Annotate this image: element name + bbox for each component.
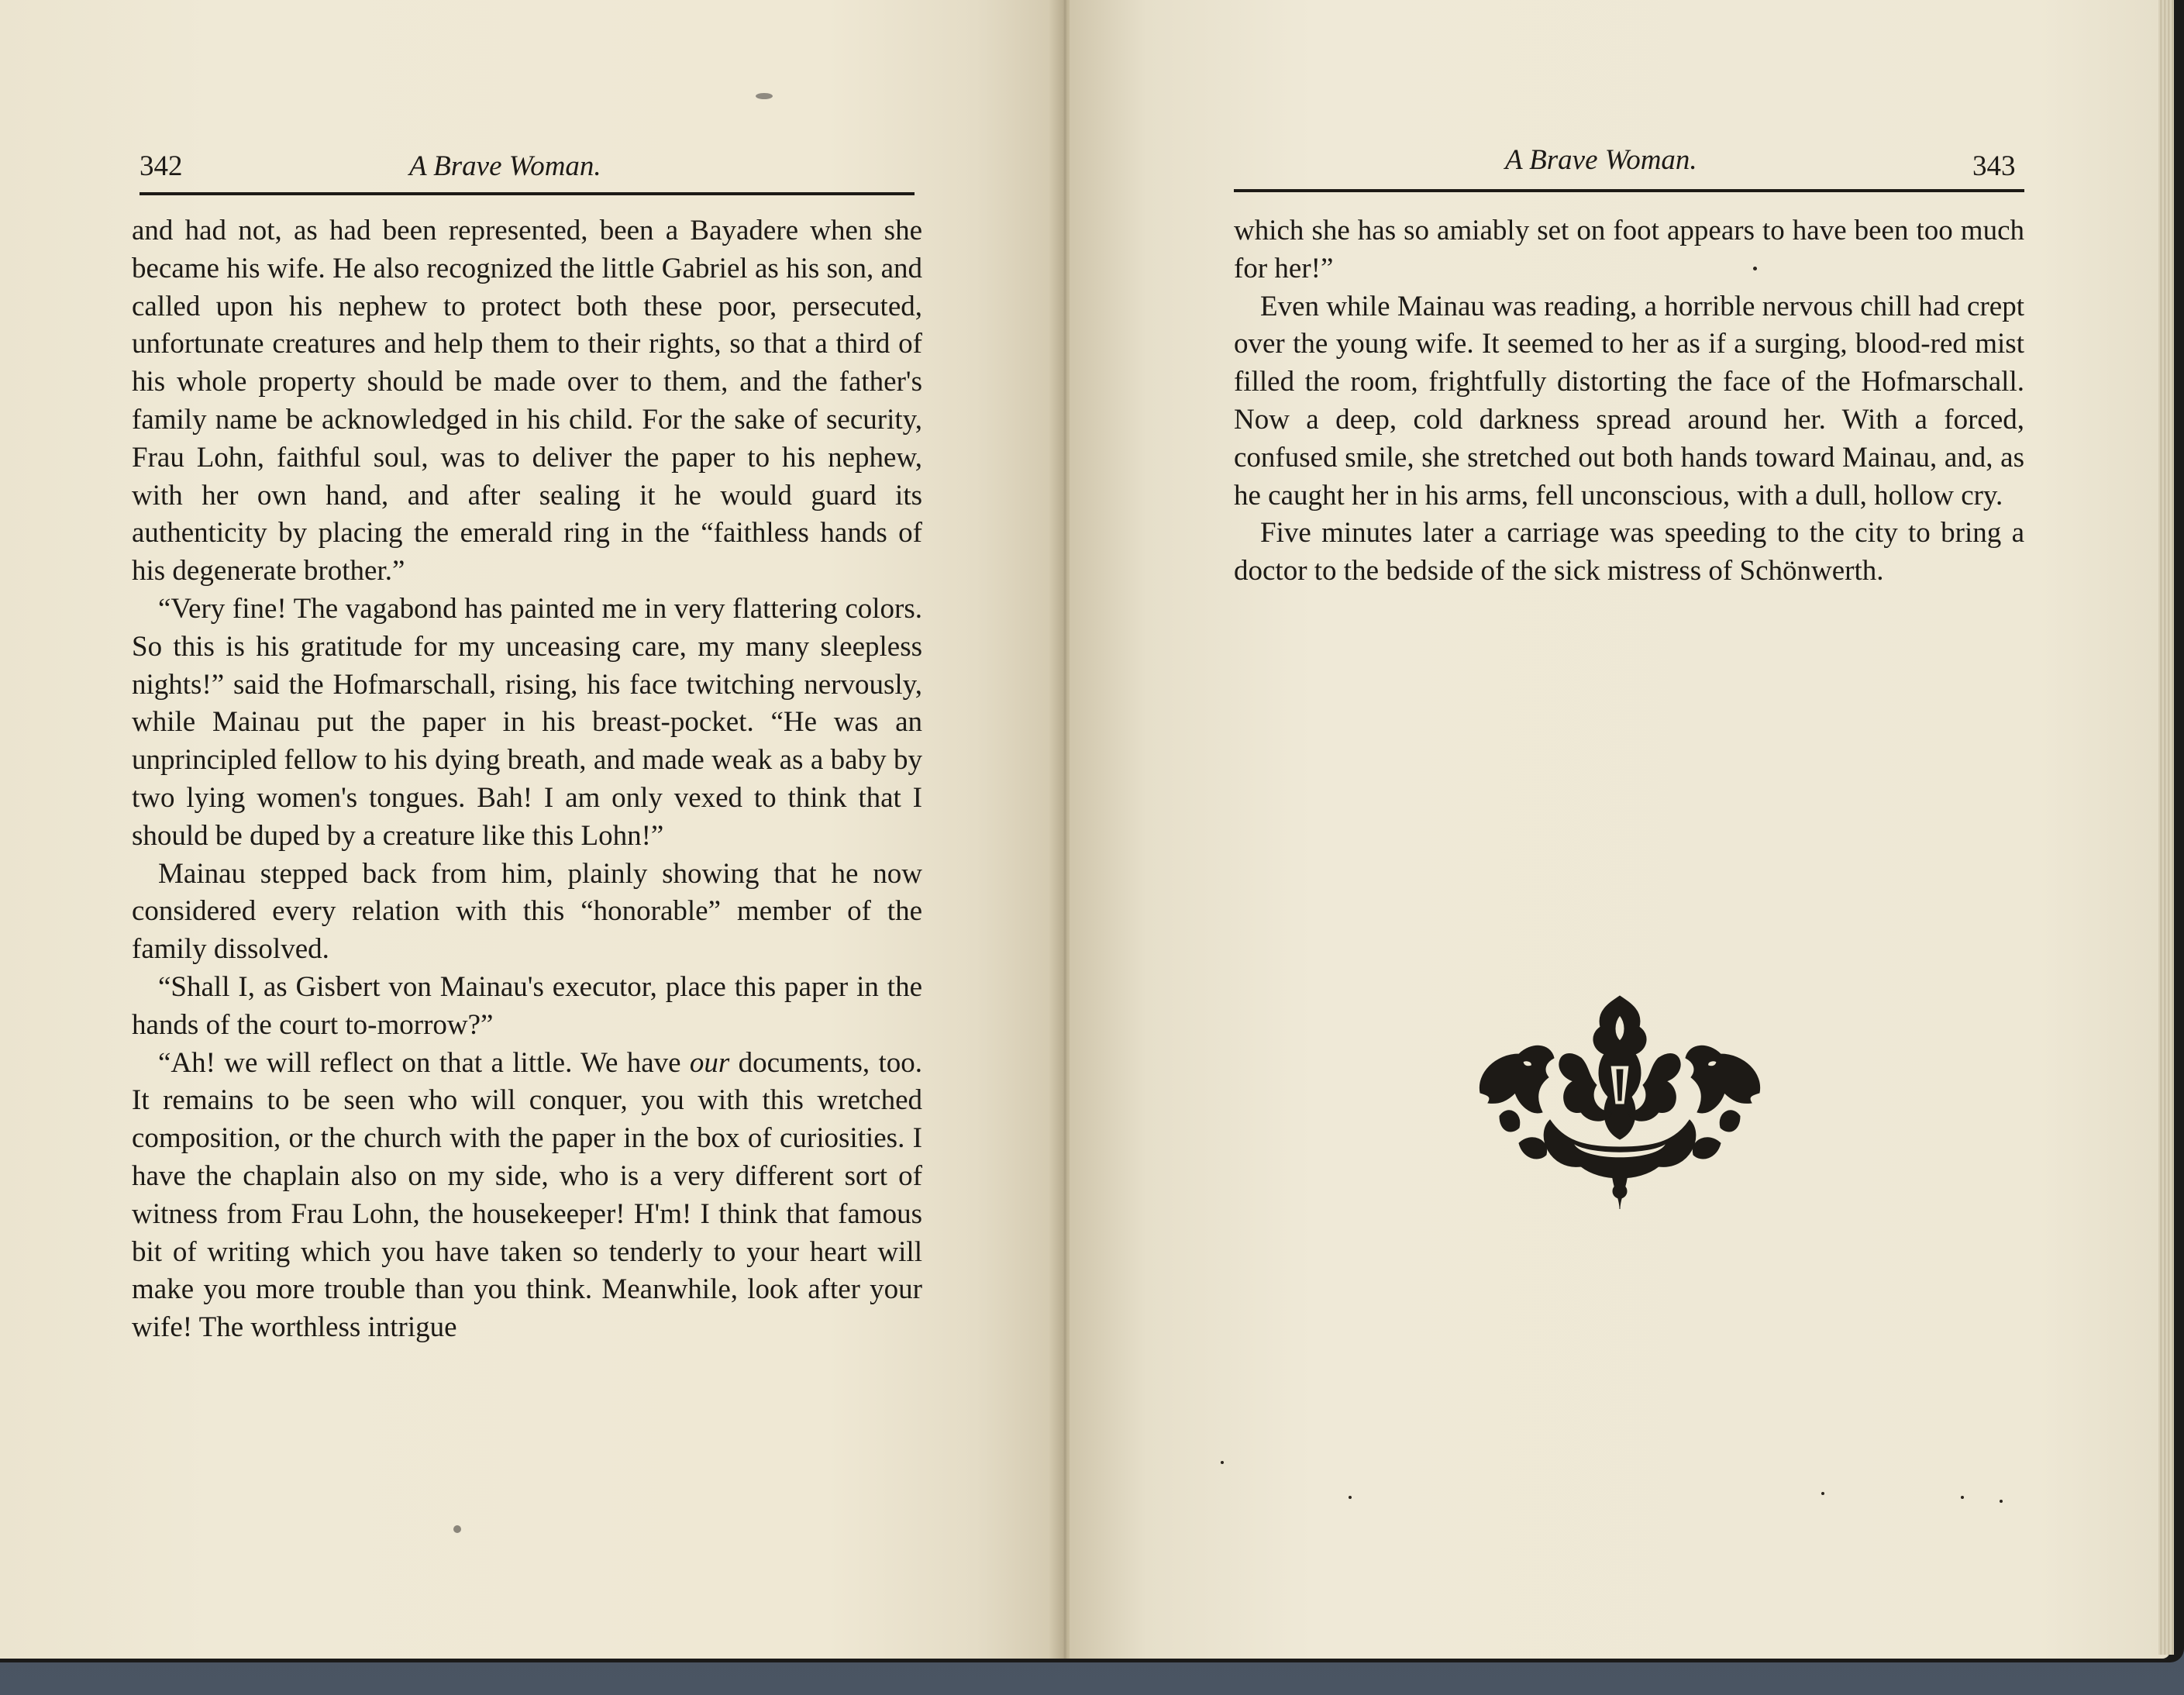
paper-speck bbox=[1349, 1496, 1352, 1499]
paper-speck bbox=[1753, 267, 1757, 270]
paper-speck bbox=[1221, 1461, 1224, 1464]
right-running-title: A Brave Woman. bbox=[1505, 144, 1697, 176]
right-page-number: 343 bbox=[1972, 150, 2016, 182]
left-paragraph-4: “Shall I, as Gisbert von Mainau's executor, place this paper in the hands of the court to-morrow?” bbox=[132, 970, 922, 1041]
right-paragraph-3: Five minutes later a carriage was speeding to the city to bring a doctor to the bedside of the sick mistress of Schönwerth. bbox=[1234, 517, 2024, 587]
paper-speck bbox=[1821, 1492, 1824, 1495]
right-page bbox=[1070, 0, 2170, 1659]
left-paragraph-5 bbox=[132, 1045, 922, 1347]
left-text-block bbox=[132, 212, 922, 1347]
left-running-title: A Brave Woman. bbox=[409, 150, 601, 182]
left-paragraph-2: “Very fine! The vagabond has painted me in very flattering colors. So this is his gratitude for my unceasing care, my many sleepless nights!” said the Hofmarschall, rising, his face twitching nervously, while Mainau put the paper in his breast-pocket. “He was an unprincipled fellow to his dying breath, and made weak as a baby by two lying women's tongues. Bah! I am only vexed to think that I should be duped by a creature like this Lohn!” bbox=[132, 592, 922, 852]
paper-speck bbox=[2000, 1500, 2003, 1503]
left-paragraph-3: Mainau stepped back from him, plainly showing that he now considered every relation with this “honorable” member of the family dissolved. bbox=[132, 857, 922, 966]
right-header-rule bbox=[1234, 189, 2024, 192]
left-page-number: 342 bbox=[140, 150, 183, 182]
paper-speck bbox=[756, 93, 773, 99]
heraldic-ornament-icon bbox=[1465, 988, 1775, 1221]
paper-speck bbox=[1961, 1496, 1964, 1499]
page-fore-edge bbox=[2158, 0, 2174, 1655]
left-header-rule bbox=[140, 192, 915, 195]
left-page bbox=[0, 0, 1060, 1659]
right-running-head bbox=[1070, 144, 2170, 186]
emphasized-word: our bbox=[689, 1046, 730, 1079]
right-text-block bbox=[1234, 212, 2024, 591]
left-paragraph-1: and had not, as had been represented, been a Bayadere when she became his wife. He also recognized the little Gabriel as his son, and called upon his nephew to protect both these poor, persecuted, unfortunate creatures and help them to their rights, so that a third of his whole property should be made over to them, and the father's family name be acknowledged in his child. For the sake of security, Frau Lohn, faithful soul, was to deliver the paper to his nephew, with her own hand, and after sealing it he would guard its authenticity by placing the emerald ring in the “faithless hands of his degenerate brother.” bbox=[132, 215, 922, 587]
left-paragraph-5-start: “Ah! we will reflect on that a little. We have bbox=[158, 1046, 690, 1079]
right-paragraph-1: which she has so amiably set on foot appears to have been too much for her!” bbox=[1234, 215, 2024, 284]
paper-speck bbox=[453, 1525, 461, 1533]
left-running-head bbox=[0, 147, 1060, 186]
left-paragraph-5-rest: documents, too. It remains to be seen who will conquer, you with this wretched composition, or the church with the paper in the box of curiosities. I have the chaplain also on my side, who is a very different sort of witness from Frau Lohn, the housekeeper! H'm! I think that famous bit of writing which you have taken so tenderly to your heart will make you more trouble than you think. Meanwhile, look after your wife! The worthless intrigue bbox=[132, 1046, 922, 1344]
right-paragraph-2: Even while Mainau was reading, a horrible nervous chill had crept over the young wife. It seemed to her as if a surging, blood-red mist filled the room, frightfully distorting the face of the Hofmarschall. Now a deep, cold darkness spread around her. With a forced, confused smile, she stretched out both hands toward Mainau, and, as he caught her in his arms, fell unconscious, with a dull, hollow cry. bbox=[1234, 290, 2024, 512]
